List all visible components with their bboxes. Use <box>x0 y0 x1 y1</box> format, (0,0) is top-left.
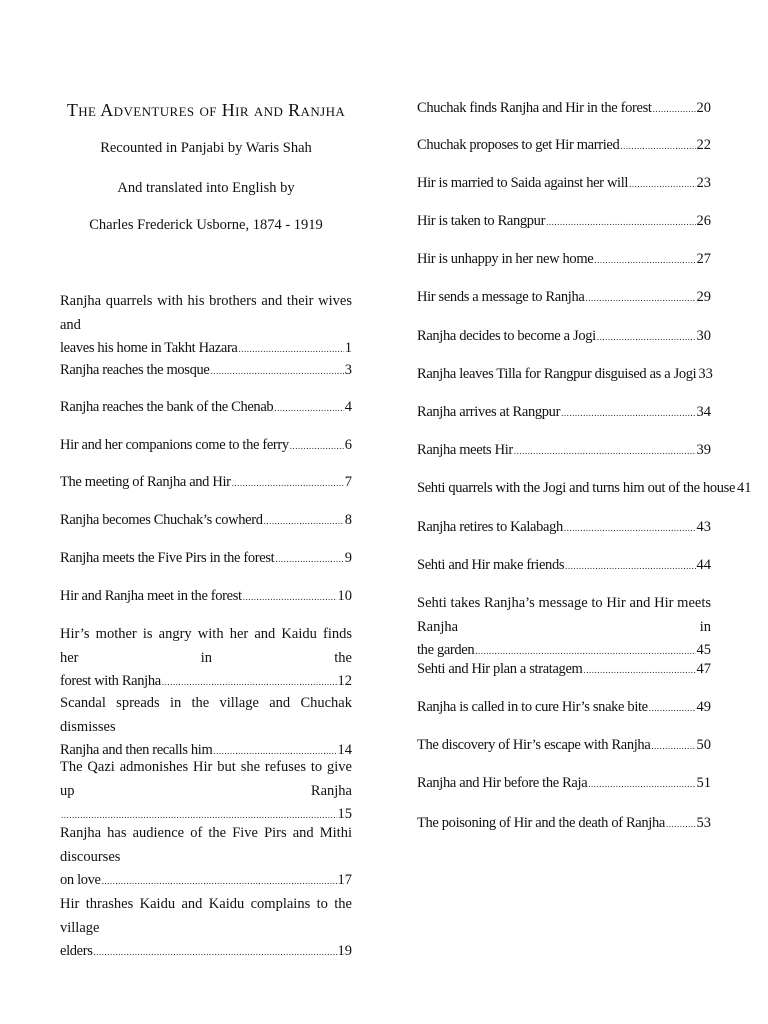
toc-entry[interactable] <box>417 696 711 721</box>
toc-entry-title-line: Sehti takes Ranjha’s message to Hir and Hir meets Ranjha in <box>417 595 711 635</box>
subtitle-translated: And translated into English by <box>117 180 295 196</box>
toc-entry[interactable] <box>60 290 352 362</box>
toc-entry-title: Ranjha becomes Chuchak’s cowherd <box>60 512 263 528</box>
toc-page-number: 34 <box>696 404 711 420</box>
toc-page-number: 8 <box>344 512 352 528</box>
toc-entry[interactable] <box>417 401 711 426</box>
toc-page-number: 30 <box>696 328 711 344</box>
toc-entry-title: Chuchak finds Ranjha and Hir in the forest <box>417 100 652 116</box>
toc-entry[interactable] <box>60 547 352 572</box>
toc-entry-title: Ranjha reaches the bank of the Chenab <box>60 399 274 415</box>
toc-page-number: 15 <box>337 806 352 822</box>
toc-entry-title: forest with Ranjha <box>60 673 161 689</box>
toc-entry[interactable] <box>60 396 352 421</box>
dot-leader <box>629 173 695 197</box>
dot-leader <box>546 211 695 235</box>
toc-entry-title: Ranjha arrives at Rangpur <box>417 404 561 420</box>
toc-entry-title: Ranjha retires to Kalabagh <box>417 519 563 535</box>
toc-entry-title: Hir is taken to Rangpur <box>417 213 546 229</box>
toc-entry-title: Chuchak proposes to get Hir married <box>417 137 620 153</box>
dot-leader <box>597 326 696 350</box>
toc-page-number: 14 <box>337 742 352 758</box>
toc-entry[interactable] <box>60 471 352 496</box>
toc-entry[interactable] <box>60 359 352 384</box>
subtitle-recounted: Recounted in Panjabi by Waris Shah <box>100 140 312 156</box>
toc-page-number: 33 <box>698 366 713 382</box>
dot-leader <box>264 510 344 534</box>
toc-entry-title: Ranjha decides to become a Jogi <box>417 328 596 344</box>
toc-page-number: 43 <box>696 519 711 535</box>
toc-entry-title: Sehti quarrels with the Jogi and turns him out of the house <box>417 480 736 496</box>
toc-entry[interactable] <box>60 893 352 965</box>
toc-entry-title: Hir is unhappy in her new home <box>417 251 594 267</box>
toc-entry-title: The meeting of Ranjha and Hir <box>60 474 231 490</box>
dot-leader <box>564 517 696 541</box>
toc-entry-title: Ranjha meets the Five Pirs in the forest <box>60 550 275 566</box>
toc-entry[interactable] <box>60 822 352 894</box>
dot-leader <box>290 435 344 459</box>
dot-leader <box>620 135 695 159</box>
toc-entry-title-line: Hir thrashes Kaidu and Kaidu complains to the village <box>60 896 352 936</box>
toc-entry[interactable] <box>417 439 711 464</box>
dot-leader <box>585 287 695 311</box>
toc-page-number: 7 <box>344 474 352 490</box>
toc-entry[interactable] <box>60 434 352 459</box>
dot-leader <box>94 941 337 965</box>
toc-page-number: 45 <box>696 642 711 658</box>
toc-page-number: 44 <box>696 557 711 573</box>
toc-page-number: 47 <box>696 661 711 677</box>
dot-leader <box>102 870 337 894</box>
toc-page-number: 6 <box>344 437 352 453</box>
dot-leader <box>514 440 696 464</box>
toc-entry-title: Hir and her companions come to the ferry <box>60 437 289 453</box>
toc-page-number: 26 <box>696 213 711 229</box>
dot-leader <box>666 813 696 837</box>
dot-leader <box>565 555 695 579</box>
toc-entry-title: Ranjha is called in to cure Hir’s snake bite <box>417 699 648 715</box>
toc-entry-title: Ranjha reaches the mosque <box>60 362 210 378</box>
book-title: The Adventures of Hir and Ranjha <box>66 100 346 120</box>
subtitle-translator: Charles Frederick Usborne, 1874 - 1919 <box>89 217 323 233</box>
dot-leader <box>162 671 337 695</box>
toc-entry-title: the garden <box>417 642 475 658</box>
toc-page-number: 1 <box>344 340 352 356</box>
toc-entry[interactable] <box>417 658 711 683</box>
toc-page-number: 29 <box>696 289 711 305</box>
toc-entry-title-line: Hir’s mother is angry with her and Kaidu finds her in the <box>60 626 352 666</box>
dot-leader <box>588 773 695 797</box>
toc-entry[interactable] <box>60 509 352 534</box>
dot-leader <box>649 697 696 721</box>
toc-entry-title: Hir and Ranjha meet in the forest <box>60 588 242 604</box>
toc-page-number: 10 <box>337 588 352 604</box>
toc-page-number: 23 <box>696 175 711 191</box>
toc-entry-title: Ranjha and Hir before the Raja <box>417 775 588 791</box>
toc-entry[interactable] <box>417 516 711 541</box>
toc-page-number: 3 <box>344 362 352 378</box>
toc-entry-title: The poisoning of Hir and the death of Ranjha <box>417 815 665 831</box>
toc-page-number: 49 <box>696 699 711 715</box>
dot-leader <box>274 397 343 421</box>
dot-leader <box>232 472 344 496</box>
toc-entry[interactable] <box>417 210 711 235</box>
toc-entry-title-line: Scandal spreads in the village and Chuchak dismisses <box>60 695 352 735</box>
toc-entry[interactable] <box>417 812 711 837</box>
toc-page-number: 22 <box>696 137 711 153</box>
toc-entry[interactable] <box>417 772 711 797</box>
toc-entry-title-line: The Qazi admonishes Hir but she refuses to give up Ranjha <box>60 759 352 799</box>
toc-page-number: 51 <box>696 775 711 791</box>
toc-entry[interactable] <box>417 248 711 273</box>
toc-entry[interactable] <box>417 554 711 579</box>
toc-entry[interactable] <box>417 734 711 759</box>
toc-entry-title: The discovery of Hir’s escape with Ranjha <box>417 737 651 753</box>
toc-entry-title: Ranjha and then recalls him <box>60 742 213 758</box>
toc-entry-title: Ranjha leaves Tilla for Rangpur disguised as a Jogi <box>417 366 697 382</box>
dot-leader <box>243 586 337 610</box>
toc-entry-title: Ranjha meets Hir <box>417 442 513 458</box>
toc-entry-title: Sehti and Hir plan a stratagem <box>417 661 583 677</box>
toc-entry[interactable] <box>60 585 352 610</box>
dot-leader <box>651 735 695 759</box>
toc-page-number: 27 <box>696 251 711 267</box>
toc-entry[interactable] <box>60 756 352 828</box>
toc-entry[interactable] <box>417 477 752 502</box>
dot-leader <box>594 249 695 273</box>
toc-page-number: 12 <box>337 673 352 689</box>
dot-leader <box>561 402 695 426</box>
toc-entry-title: Hir sends a message to Ranjha <box>417 289 585 305</box>
dot-leader <box>653 98 696 122</box>
toc-entry-title: Sehti and Hir make friends <box>417 557 565 573</box>
toc-page-number: 4 <box>344 399 352 415</box>
toc-entry[interactable] <box>417 97 711 122</box>
dot-leader <box>210 360 343 384</box>
toc-entry-title: leaves his home in Takht Hazara <box>60 340 238 356</box>
toc-page-number: 53 <box>696 815 711 831</box>
toc-entry[interactable] <box>417 592 711 664</box>
toc-entry[interactable] <box>417 325 711 350</box>
toc-page-number: 17 <box>337 872 352 888</box>
toc-entry[interactable] <box>60 623 352 695</box>
toc-page-number: 39 <box>696 442 711 458</box>
toc-page-number: 20 <box>696 100 711 116</box>
toc-page-number: 9 <box>344 550 352 566</box>
toc-entry-title-line: Ranjha quarrels with his brothers and their wives and <box>60 293 352 333</box>
toc-entry-title-line: Ranjha has audience of the Five Pirs and Mithi discourses <box>60 825 352 865</box>
toc-entry[interactable] <box>417 286 711 311</box>
toc-entry-title: elders <box>60 943 93 959</box>
dot-leader <box>275 548 343 572</box>
dot-leader <box>239 338 344 362</box>
toc-entry[interactable] <box>417 172 711 197</box>
toc-page-number: 50 <box>696 737 711 753</box>
toc-entry-title: on love <box>60 872 101 888</box>
toc-page-number: 19 <box>337 943 352 959</box>
toc-entry[interactable] <box>417 134 711 159</box>
toc-entry[interactable] <box>417 363 711 388</box>
dot-leader <box>583 659 695 683</box>
toc-entry[interactable] <box>60 692 352 764</box>
toc-entry-title: Hir is married to Saida against her will <box>417 175 629 191</box>
toc-page-number: 41 <box>737 480 752 496</box>
